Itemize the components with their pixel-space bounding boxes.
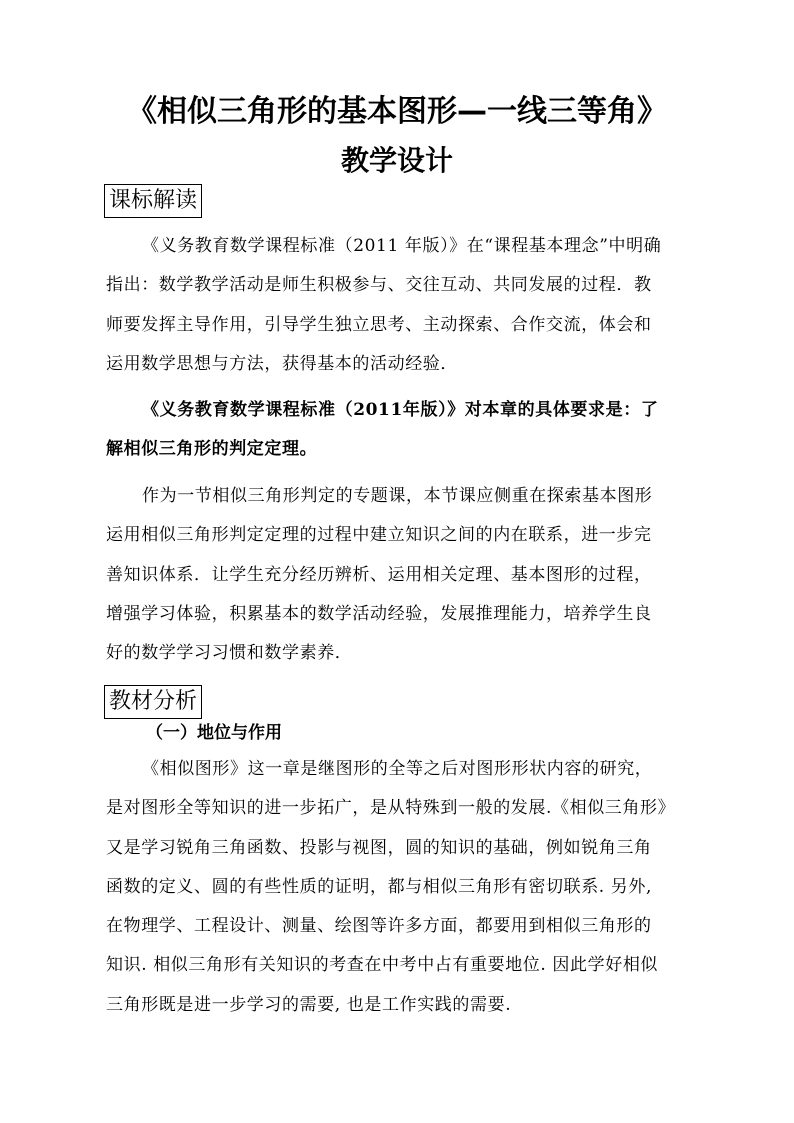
text-line: 《义务教育数学课程标准（2011年版）》对本章的具体要求是：了 xyxy=(142,400,659,420)
text-line: 三角形既是进一步学习的需要, 也是工作实践的需要. xyxy=(106,994,512,1015)
text-line: 指出：数学教学活动是师生积极参与、交往互动、共同发展的过程．教 xyxy=(106,275,652,296)
text-line: 运用相似三角形判定定理的过程中建立知识之间的内在联系，进一步完 xyxy=(106,525,652,546)
document-title: 《相似三角形的基本图形—一线三等角》 xyxy=(127,94,667,129)
text-line: 是对图形全等知识的进一步拓广，是从特殊到一般的发展.《相似三角形》 xyxy=(106,798,676,819)
text-line: 又是学习锐角三角函数、投影与视图，圆的知识的基础，例如锐角三角 xyxy=(106,837,652,858)
subsection-heading-role: （一）地位与作用 xyxy=(146,723,282,743)
text-line: 解相似三角形的判定定理。 xyxy=(106,439,318,460)
text-line: 好的数学学习习惯和数学素养． xyxy=(106,643,353,664)
document-subtitle: 教学设计 xyxy=(340,144,453,177)
text-line: 善知识体系．让学生充分经历辨析、运用相关定理、基本图形的过程， xyxy=(106,564,652,585)
paragraph-role-analysis xyxy=(106,750,696,1025)
text-line: 作为一节相似三角形判定的专题课，本节课应侧重在探索基本图形 xyxy=(142,486,653,506)
text-line: 在物理学、工程设计、测量、绘图等许多方面，都要用到相似三角形的 xyxy=(106,916,652,937)
text-line: 运用数学思想与方法，获得基本的活动经验． xyxy=(106,353,458,374)
section-heading-textbook: 教材分析 xyxy=(104,685,202,719)
paragraph-chapter-requirement xyxy=(106,391,696,470)
text-line: 函数的定义、圆的有些性质的证明，都与相似三角形有密切联系. 另外, xyxy=(106,876,653,897)
text-line: 《义务教育数学课程标准（2011 年版）》在“课程基本理念”中明确 xyxy=(142,236,662,256)
paragraph-lesson-focus xyxy=(106,477,696,673)
paragraph-curriculum-standard xyxy=(106,227,696,384)
text-line: 师要发挥主导作用，引导学生独立思考、主动探索、合作交流，体会和 xyxy=(106,314,652,335)
text-line: 知识. 相似三角形有关知识的考查在中考中占有重要地位. 因此学好相似 xyxy=(106,955,659,976)
text-line: 《相似图形》这一章是继图形的全等之后对图形形状内容的研究， xyxy=(142,759,653,779)
text-line: 增强学习体验，积累基本的数学活动经验，发展推理能力，培养学生良 xyxy=(106,603,652,624)
section-heading-curriculum: 课标解读 xyxy=(104,184,202,218)
